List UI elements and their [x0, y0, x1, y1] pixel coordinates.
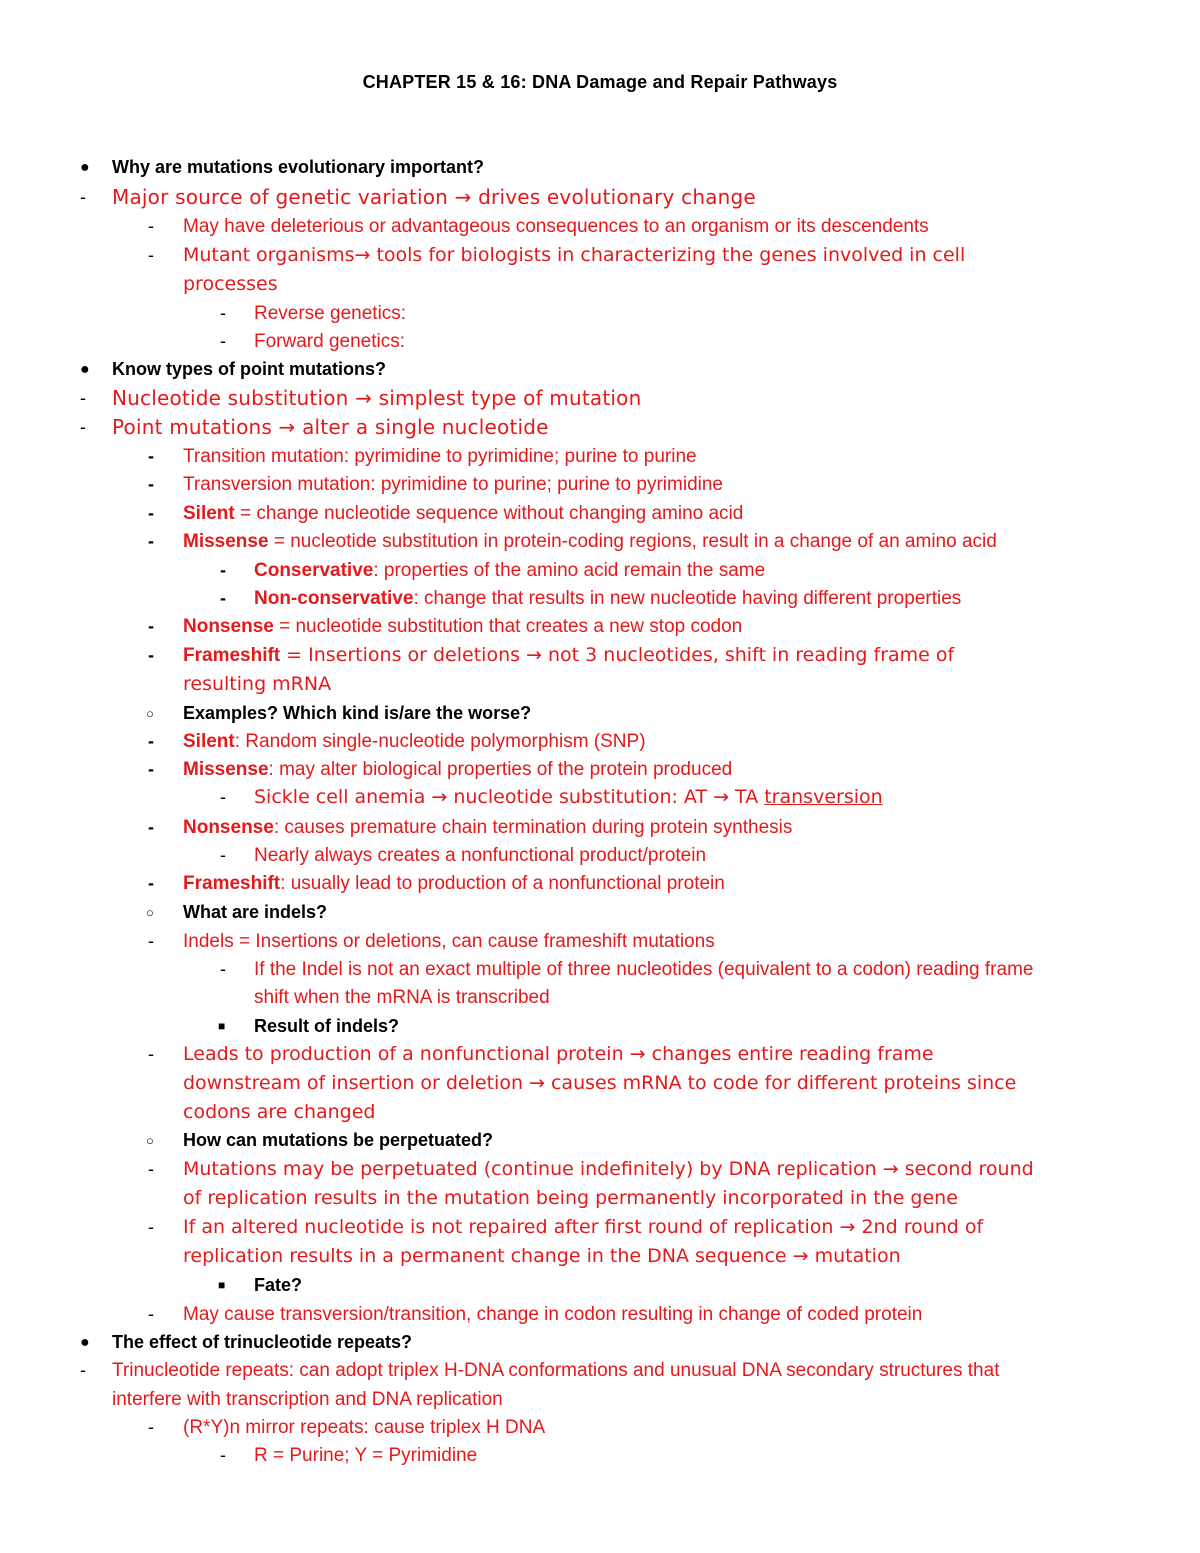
- term-definition: = Insertions or deletions → not 3 nucleotides, shift in reading frame of: [280, 644, 955, 666]
- answer-text: If an altered nucleotide is not repaired after first round of replication → 2nd round of: [183, 1216, 984, 1238]
- term-definition: : Random single-nucleotide polymorphism (SNP): [234, 731, 646, 752]
- answer-text: Major source of genetic variation → drives evolutionary change: [112, 185, 756, 209]
- answer-text: Nucleotide substitution → simplest type of mutation: [112, 386, 642, 410]
- answer-text: shift when the mRNA is transcribed: [254, 987, 550, 1008]
- answer-line-continued: [0, 1385, 1200, 1414]
- term-bold: Frameshift: [183, 873, 281, 894]
- answer-line: [0, 413, 1200, 442]
- sickle-cell-text: Sickle cell anemia → nucleotide substitution: AT → TA: [254, 786, 765, 808]
- answer-text: Nearly always creates a nonfunctional product/protein: [254, 845, 707, 866]
- dash-icon: -: [148, 616, 154, 636]
- term-definition: : properties of the amino acid remain the same: [373, 560, 766, 581]
- answer-text: [183, 813, 792, 842]
- bullet-circle-icon: ○: [146, 905, 154, 920]
- answer-text: [254, 783, 883, 812]
- answer-line: [0, 813, 1200, 842]
- answer-text: Leads to production of a nonfunctional protein → changes entire reading frame: [183, 1043, 934, 1065]
- answer-text: downstream of insertion or deletion → causes mRNA to code for different proteins since: [183, 1072, 1017, 1094]
- term-bold: Missense: [183, 531, 269, 552]
- page-title: CHAPTER 15 & 16: DNA Damage and Repair Pathways: [362, 72, 838, 92]
- answer-line-continued: [0, 270, 1200, 299]
- question-text: The effect of trinucleotide repeats?: [112, 1332, 413, 1352]
- question-line: [0, 355, 1200, 384]
- dash-icon: -: [148, 759, 154, 779]
- answer-line: [0, 299, 1200, 328]
- question-text: How can mutations be perpetuated?: [183, 1130, 494, 1150]
- dash-icon: -: [80, 1360, 86, 1380]
- answer-line: [0, 755, 1200, 784]
- answer-line-continued: [0, 1184, 1200, 1213]
- bullet-dot-icon: ●: [80, 1334, 90, 1351]
- dash-icon: -: [148, 1217, 154, 1237]
- answer-text: interfere with transcription and DNA replication: [112, 1389, 503, 1410]
- answer-line: [0, 1155, 1200, 1184]
- answer-text: Forward genetics:: [254, 331, 406, 352]
- answer-line: [0, 783, 1200, 812]
- question-text: Result of indels?: [254, 1016, 400, 1036]
- answer-line: [0, 1040, 1200, 1069]
- dash-icon: -: [148, 1044, 154, 1064]
- question-line: [0, 1271, 1200, 1300]
- answer-line: [0, 384, 1200, 413]
- answer-text: processes: [183, 273, 278, 295]
- answer-line: [0, 1441, 1200, 1470]
- answer-text: R = Purine; Y = Pyrimidine: [254, 1445, 478, 1466]
- answer-line: [0, 241, 1200, 270]
- bullet-dot-icon: ●: [80, 159, 90, 176]
- term-bold: Silent: [183, 731, 235, 752]
- dash-icon: -: [220, 845, 226, 865]
- answer-line: [0, 612, 1200, 641]
- dash-icon: -: [148, 531, 154, 551]
- answer-text: Indels = Insertions or deletions, can cause frameshift mutations: [183, 931, 715, 952]
- answer-line: [0, 470, 1200, 499]
- answer-text: Mutations may be perpetuated (continue indefinitely) by DNA replication → second round: [183, 1158, 1034, 1180]
- question-text: Why are mutations evolutionary important?: [112, 157, 485, 177]
- question-line: [0, 153, 1200, 182]
- question-text: What are indels?: [183, 902, 328, 922]
- answer-text: Transversion mutation: pyrimidine to purine; purine to pyrimidine: [183, 474, 723, 495]
- dash-icon: -: [148, 1304, 154, 1324]
- answer-text: [183, 755, 732, 784]
- answer-text: Transition mutation: pyrimidine to pyrimidine; purine to purine: [183, 446, 697, 467]
- answer-line: [0, 727, 1200, 756]
- answer-text: If the Indel is not an exact multiple of three nucleotides (equivalent to a codon) reading frame: [254, 959, 1034, 980]
- dash-icon: -: [80, 187, 86, 207]
- dash-icon: -: [220, 588, 226, 608]
- answer-line: [0, 183, 1200, 212]
- answer-line: [0, 327, 1200, 356]
- dash-icon: -: [220, 787, 226, 807]
- dash-icon: -: [148, 1417, 154, 1437]
- dash-icon: -: [148, 474, 154, 494]
- term-definition: : usually lead to production of a nonfunctional protein: [280, 873, 725, 894]
- answer-line: [0, 527, 1200, 556]
- dash-icon: -: [148, 731, 154, 751]
- answer-text: [183, 727, 646, 756]
- answer-text: of replication results in the mutation being permanently incorporated in the gene: [183, 1187, 958, 1209]
- term-definition: : may alter biological properties of the protein produced: [268, 759, 733, 780]
- dash-icon: -: [220, 560, 226, 580]
- answer-line: [0, 1300, 1200, 1329]
- dash-icon: -: [148, 245, 154, 265]
- answer-text: replication results in a permanent change in the DNA sequence → mutation: [183, 1245, 901, 1267]
- answer-line-continued: [0, 1069, 1200, 1098]
- term-definition: = nucleotide substitution that creates a new stop codon: [273, 616, 743, 637]
- answer-text: [183, 527, 997, 556]
- term-bold: Missense: [183, 759, 269, 780]
- bullet-square-icon: ■: [218, 1019, 226, 1033]
- dash-icon: -: [220, 331, 226, 351]
- term-definition: = nucleotide substitution in protein-coding regions, result in a change of an amino acid: [268, 531, 997, 552]
- term-bold: Frameshift: [183, 645, 281, 666]
- answer-text: [183, 869, 725, 898]
- answer-line: [0, 1213, 1200, 1242]
- answer-line: [0, 442, 1200, 471]
- question-line: [0, 1126, 1200, 1155]
- answer-line: [0, 584, 1200, 613]
- answer-text: [183, 499, 743, 528]
- dash-icon: -: [220, 1445, 226, 1465]
- dash-icon: -: [148, 216, 154, 236]
- dash-icon: -: [148, 931, 154, 951]
- question-text: Know types of point mutations?: [112, 359, 386, 379]
- question-line: [0, 1012, 1200, 1041]
- answer-text: [183, 612, 742, 641]
- question-line: [0, 1328, 1200, 1357]
- term-bold: Nonsense: [183, 616, 274, 637]
- answer-line: [0, 955, 1200, 984]
- dash-icon: -: [148, 1159, 154, 1179]
- dash-icon: -: [148, 503, 154, 523]
- answer-line: [0, 1356, 1200, 1385]
- question-line: [0, 898, 1200, 927]
- dash-icon: -: [148, 645, 154, 665]
- term-bold: Silent: [183, 503, 235, 524]
- answer-text: May cause transversion/transition, change in codon resulting in change of coded protein: [183, 1304, 923, 1325]
- dash-icon: -: [80, 388, 86, 408]
- question-line: [0, 699, 1200, 728]
- answer-text: [183, 641, 954, 670]
- answer-text: [254, 556, 765, 585]
- bullet-circle-icon: ○: [146, 1133, 154, 1148]
- answer-line: [0, 927, 1200, 956]
- answer-line: [0, 869, 1200, 898]
- answer-text: [254, 584, 961, 613]
- dash-icon: -: [220, 959, 226, 979]
- term-bold: Non-conservative: [254, 588, 414, 609]
- answer-text: May have deleterious or advantageous consequences to an organism or its descendents: [183, 216, 929, 237]
- answer-text: Reverse genetics:: [254, 303, 407, 324]
- term-bold: Conservative: [254, 560, 374, 581]
- dash-icon: -: [148, 817, 154, 837]
- answer-text: Point mutations → alter a single nucleotide: [112, 415, 549, 439]
- answer-line: [0, 841, 1200, 870]
- answer-text: Trinucleotide repeats: can adopt triplex H-DNA conformations and unusual DNA secondary structures that: [112, 1360, 1000, 1381]
- answer-line-continued: [0, 1242, 1200, 1271]
- bullet-circle-icon: ○: [146, 706, 154, 721]
- term-bold: Nonsense: [183, 817, 274, 838]
- term-definition: = change nucleotide sequence without changing amino acid: [234, 503, 744, 524]
- answer-text: resulting mRNA: [183, 673, 332, 695]
- answer-line-continued: [0, 983, 1200, 1012]
- answer-line: [0, 212, 1200, 241]
- term-definition: : change that results in new nucleotide having different properties: [413, 588, 962, 609]
- dash-icon: -: [220, 303, 226, 323]
- answer-text: Mutant organisms→ tools for biologists in characterizing the genes involved in cell: [183, 244, 966, 266]
- answer-line: [0, 499, 1200, 528]
- answer-text: (R*Y)n mirror repeats: cause triplex H DNA: [183, 1417, 546, 1438]
- answer-line-continued: [0, 670, 1200, 699]
- question-text: Examples? Which kind is/are the worse?: [183, 703, 532, 723]
- dash-icon: -: [148, 873, 154, 893]
- term-definition: : causes premature chain termination during protein synthesis: [273, 817, 793, 838]
- answer-line-continued: [0, 1098, 1200, 1127]
- answer-text: codons are changed: [183, 1101, 376, 1123]
- dash-icon: -: [80, 417, 86, 437]
- dash-icon: -: [148, 446, 154, 466]
- answer-line: [0, 1413, 1200, 1442]
- bullet-dot-icon: ●: [80, 361, 90, 378]
- bullet-square-icon: ■: [218, 1278, 226, 1292]
- question-text: Fate?: [254, 1275, 303, 1295]
- underlined-term: transversion: [764, 786, 883, 808]
- answer-line: [0, 556, 1200, 585]
- answer-line: [0, 641, 1200, 670]
